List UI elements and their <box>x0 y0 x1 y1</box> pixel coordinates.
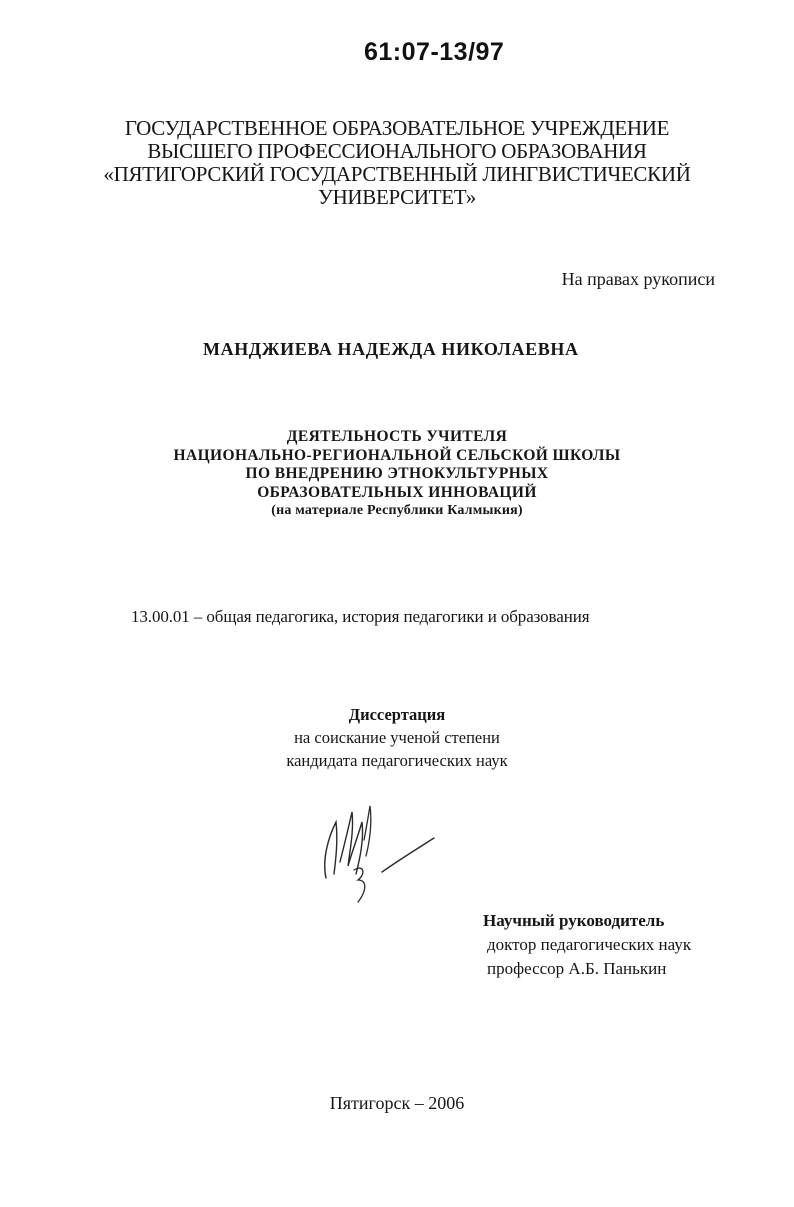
degree-statement <box>0 703 794 772</box>
degree-line: кандидата педагогических наук <box>286 751 508 770</box>
manuscript-note: На правах рукописи <box>561 269 715 289</box>
institution-name <box>0 117 794 209</box>
institution-line: УНИВЕРСИТЕТ» <box>318 185 476 209</box>
degree-line: на соискание ученой степени <box>294 728 500 747</box>
archive-code: 61:07-13/97 <box>364 38 505 66</box>
institution-line: ГОСУДАРСТВЕННОЕ ОБРАЗОВАТЕЛЬНОЕ УЧРЕЖДЕНИЕ <box>124 116 670 140</box>
specialty-code: 13.00.01 – общая педагогика, история педагогики и образования <box>131 607 590 626</box>
supervisor-heading: Научный руководитель <box>483 911 665 930</box>
title-line: ОБРАЗОВАТЕЛЬНЫХ ИННОВАЦИЙ <box>257 483 537 501</box>
dissertation-title <box>0 428 794 521</box>
place-year: Пятигорск – 2006 <box>329 1093 465 1113</box>
title-line: НАЦИОНАЛЬНО-РЕГИОНАЛЬНОЙ СЕЛЬСКОЙ ШКОЛЫ <box>173 446 621 464</box>
degree-heading: Диссертация <box>348 705 446 724</box>
author-name: МАНДЖИЕВА НАДЕЖДА НИКОЛАЕВНА <box>203 339 579 359</box>
title-line: ДЕЯТЕЛЬНОСТЬ УЧИТЕЛЯ <box>286 428 508 445</box>
title-line: ПО ВНЕДРЕНИЮ ЭТНОКУЛЬТУРНЫХ <box>245 465 549 482</box>
handwritten-signature <box>308 800 448 910</box>
supervisor-block <box>483 909 691 981</box>
institution-line: ВЫСШЕГО ПРОФЕССИОНАЛЬНОГО ОБРАЗОВАНИЯ <box>147 139 647 163</box>
supervisor-name: профессор А.Б. Панькин <box>487 959 667 978</box>
institution-line: «ПЯТИГОРСКИЙ ГОСУДАРСТВЕННЫЙ ЛИНГВИСТИЧЕСКИЙ <box>103 162 691 186</box>
title-subtitle: (на материале Республики Калмыкия) <box>271 503 523 518</box>
supervisor-degree: доктор педагогических наук <box>487 935 692 954</box>
